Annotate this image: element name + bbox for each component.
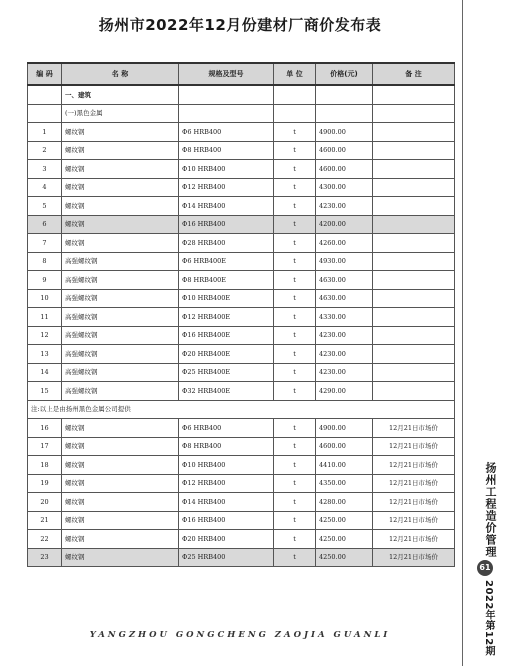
row-price: 4280.00 [316,493,373,512]
row-spec: Φ14 HRB400 [179,493,274,512]
row-unit: t [274,197,316,216]
row-note [373,197,455,216]
column-header-spec: 规格及型号 [179,63,274,85]
row-code: 6 [28,215,62,234]
row-unit: t [274,234,316,253]
row-note: 12月21日市场价 [373,493,455,512]
row-name: 螺纹钢 [62,178,179,197]
section-row [28,85,455,104]
row-price: 4600.00 [316,141,373,160]
table-row [28,326,455,345]
row-note: 12月21日市场价 [373,548,455,567]
row-spec: Φ8 HRB400E [179,271,274,290]
row-price: 4410.00 [316,456,373,475]
row-code: 13 [28,345,62,364]
row-unit: t [274,215,316,234]
row-unit: t [274,511,316,530]
row-note [373,215,455,234]
row-code: 9 [28,271,62,290]
row-price: 4230.00 [316,345,373,364]
row-spec: Φ20 HRB400E [179,345,274,364]
row-unit: t [274,493,316,512]
table-row [28,511,455,530]
row-price: 4230.00 [316,363,373,382]
row-code: 17 [28,437,62,456]
row-price: 4350.00 [316,474,373,493]
row-note: 12月21日市场价 [373,530,455,549]
supplier-note-row [28,400,455,419]
row-name: 螺纹钢 [62,493,179,512]
table-row [28,141,455,160]
row-price: 4930.00 [316,252,373,271]
row-unit: t [274,178,316,197]
row-unit: t [274,345,316,364]
row-name: 螺纹钢 [62,419,179,438]
table-row [28,493,455,512]
row-price: 4250.00 [316,511,373,530]
row-spec: Φ14 HRB400 [179,197,274,216]
row-spec: Φ12 HRB400 [179,474,274,493]
row-spec: Φ6 HRB400 [179,419,274,438]
row-name: 螺纹钢 [62,197,179,216]
row-note: 12月21日市场价 [373,511,455,530]
row-spec: Φ8 HRB400 [179,141,274,160]
row-note [373,178,455,197]
row-name: 螺纹钢 [62,234,179,253]
row-spec: Φ16 HRB400 [179,511,274,530]
table-row [28,234,455,253]
row-spec: Φ6 HRB400E [179,252,274,271]
row-name: 高强螺纹钢 [62,363,179,382]
table-row [28,363,455,382]
row-spec: Φ10 HRB400E [179,289,274,308]
row-name: 螺纹钢 [62,530,179,549]
row-code: 8 [28,252,62,271]
table-row [28,123,455,142]
row-spec: Φ25 HRB400E [179,363,274,382]
row-unit: t [274,308,316,327]
row-price: 4250.00 [316,548,373,567]
row-note [373,363,455,382]
row-price: 4900.00 [316,419,373,438]
table-row [28,530,455,549]
row-name: 螺纹钢 [62,474,179,493]
row-price: 4230.00 [316,197,373,216]
column-header-price: 价格(元) [316,63,373,85]
table-row [28,419,455,438]
table-row [28,160,455,179]
row-code: 15 [28,382,62,401]
row-note [373,382,455,401]
row-name: 螺纹钢 [62,437,179,456]
table-row [28,308,455,327]
row-price: 4630.00 [316,289,373,308]
row-code: 11 [28,308,62,327]
row-unit: t [274,326,316,345]
row-price: 4330.00 [316,308,373,327]
row-price: 4250.00 [316,530,373,549]
row-note [373,160,455,179]
row-unit: t [274,419,316,438]
table-row [28,215,455,234]
row-spec: Φ10 HRB400 [179,456,274,475]
row-note [373,234,455,253]
row-name: 高强螺纹钢 [62,308,179,327]
side-divider [462,0,463,666]
row-note [373,289,455,308]
row-name: 螺纹钢 [62,160,179,179]
row-unit: t [274,252,316,271]
row-spec: Φ32 HRB400E [179,382,274,401]
row-code: 16 [28,419,62,438]
table-header-row [28,63,455,85]
row-unit: t [274,289,316,308]
row-note: 12月21日市场价 [373,474,455,493]
row-unit: t [274,474,316,493]
row-price: 4600.00 [316,160,373,179]
row-note [373,141,455,160]
column-header-unit: 单 位 [274,63,316,85]
row-code: 3 [28,160,62,179]
row-price: 4900.00 [316,123,373,142]
column-header-note: 备 注 [373,63,455,85]
table-row [28,456,455,475]
row-name: 高强螺纹钢 [62,289,179,308]
table-row [28,548,455,567]
row-name: 高强螺纹钢 [62,382,179,401]
row-spec: Φ12 HRB400 [179,178,274,197]
row-code: 22 [28,530,62,549]
row-name: 螺纹钢 [62,456,179,475]
section-label: 一、建筑 [62,85,179,104]
issue-label-vertical: 2022年第12期 [483,580,494,657]
row-name: 高强螺纹钢 [62,326,179,345]
row-note [373,326,455,345]
footer-pinyin: YANGZHOU GONGCHENG ZAOJIA GUANLI [89,630,391,640]
row-code: 5 [28,197,62,216]
table-row [28,437,455,456]
row-note [373,252,455,271]
row-code: 20 [28,493,62,512]
row-spec: Φ8 HRB400 [179,437,274,456]
row-note [373,271,455,290]
row-unit: t [274,123,316,142]
row-unit: t [274,382,316,401]
row-unit: t [274,271,316,290]
row-name: 螺纹钢 [62,511,179,530]
journal-title-vertical: 扬州工程造价管理 [484,462,497,558]
table-row [28,345,455,364]
row-code: 4 [28,178,62,197]
row-code: 18 [28,456,62,475]
row-note [373,345,455,364]
subsection-label: (一)黑色金属 [62,104,179,123]
table-row [28,382,455,401]
row-code: 12 [28,326,62,345]
row-spec: Φ25 HRB400 [179,548,274,567]
row-unit: t [274,530,316,549]
row-name: 高强螺纹钢 [62,271,179,290]
row-code: 2 [28,141,62,160]
table-row [28,289,455,308]
row-name: 螺纹钢 [62,548,179,567]
row-name: 螺纹钢 [62,141,179,160]
row-name: 螺纹钢 [62,123,179,142]
row-unit: t [274,141,316,160]
subsection-row [28,104,455,123]
row-note: 12月21日市场价 [373,456,455,475]
row-name: 高强螺纹钢 [62,345,179,364]
table-row [28,252,455,271]
row-unit: t [274,456,316,475]
table-row [28,197,455,216]
row-price: 4300.00 [316,178,373,197]
row-name: 高强螺纹钢 [62,252,179,271]
row-spec: Φ16 HRB400 [179,215,274,234]
row-note: 12月21日市场价 [373,437,455,456]
row-unit: t [274,363,316,382]
row-unit: t [274,160,316,179]
table-row [28,178,455,197]
row-spec: Φ16 HRB400E [179,326,274,345]
row-code: 1 [28,123,62,142]
price-table [27,62,455,567]
table-row [28,474,455,493]
row-price: 4230.00 [316,326,373,345]
row-unit: t [274,548,316,567]
row-unit: t [274,437,316,456]
row-code: 7 [28,234,62,253]
column-header-name: 名 称 [62,63,179,85]
column-header-code: 编 码 [28,63,62,85]
row-code: 10 [28,289,62,308]
row-code: 19 [28,474,62,493]
row-spec: Φ10 HRB400 [179,160,274,179]
page-title: 扬州市2022年12月份建材厂商价发布表 [98,16,382,34]
row-spec: Φ6 HRB400 [179,123,274,142]
row-note [373,308,455,327]
row-name: 螺纹钢 [62,215,179,234]
row-note: 12月21日市场价 [373,419,455,438]
row-spec: Φ20 HRB400 [179,530,274,549]
row-code: 23 [28,548,62,567]
row-price: 4260.00 [316,234,373,253]
row-price: 4200.00 [316,215,373,234]
row-note [373,123,455,142]
row-price: 4630.00 [316,271,373,290]
row-spec: Φ28 HRB400 [179,234,274,253]
table-row [28,271,455,290]
row-code: 21 [28,511,62,530]
row-price: 4600.00 [316,437,373,456]
row-price: 4290.00 [316,382,373,401]
page-number-badge: 61 [477,560,493,576]
row-spec: Φ12 HRB400E [179,308,274,327]
row-code: 14 [28,363,62,382]
supplier-note: 注:以上是由扬州黑色金属公司提供 [28,400,455,419]
